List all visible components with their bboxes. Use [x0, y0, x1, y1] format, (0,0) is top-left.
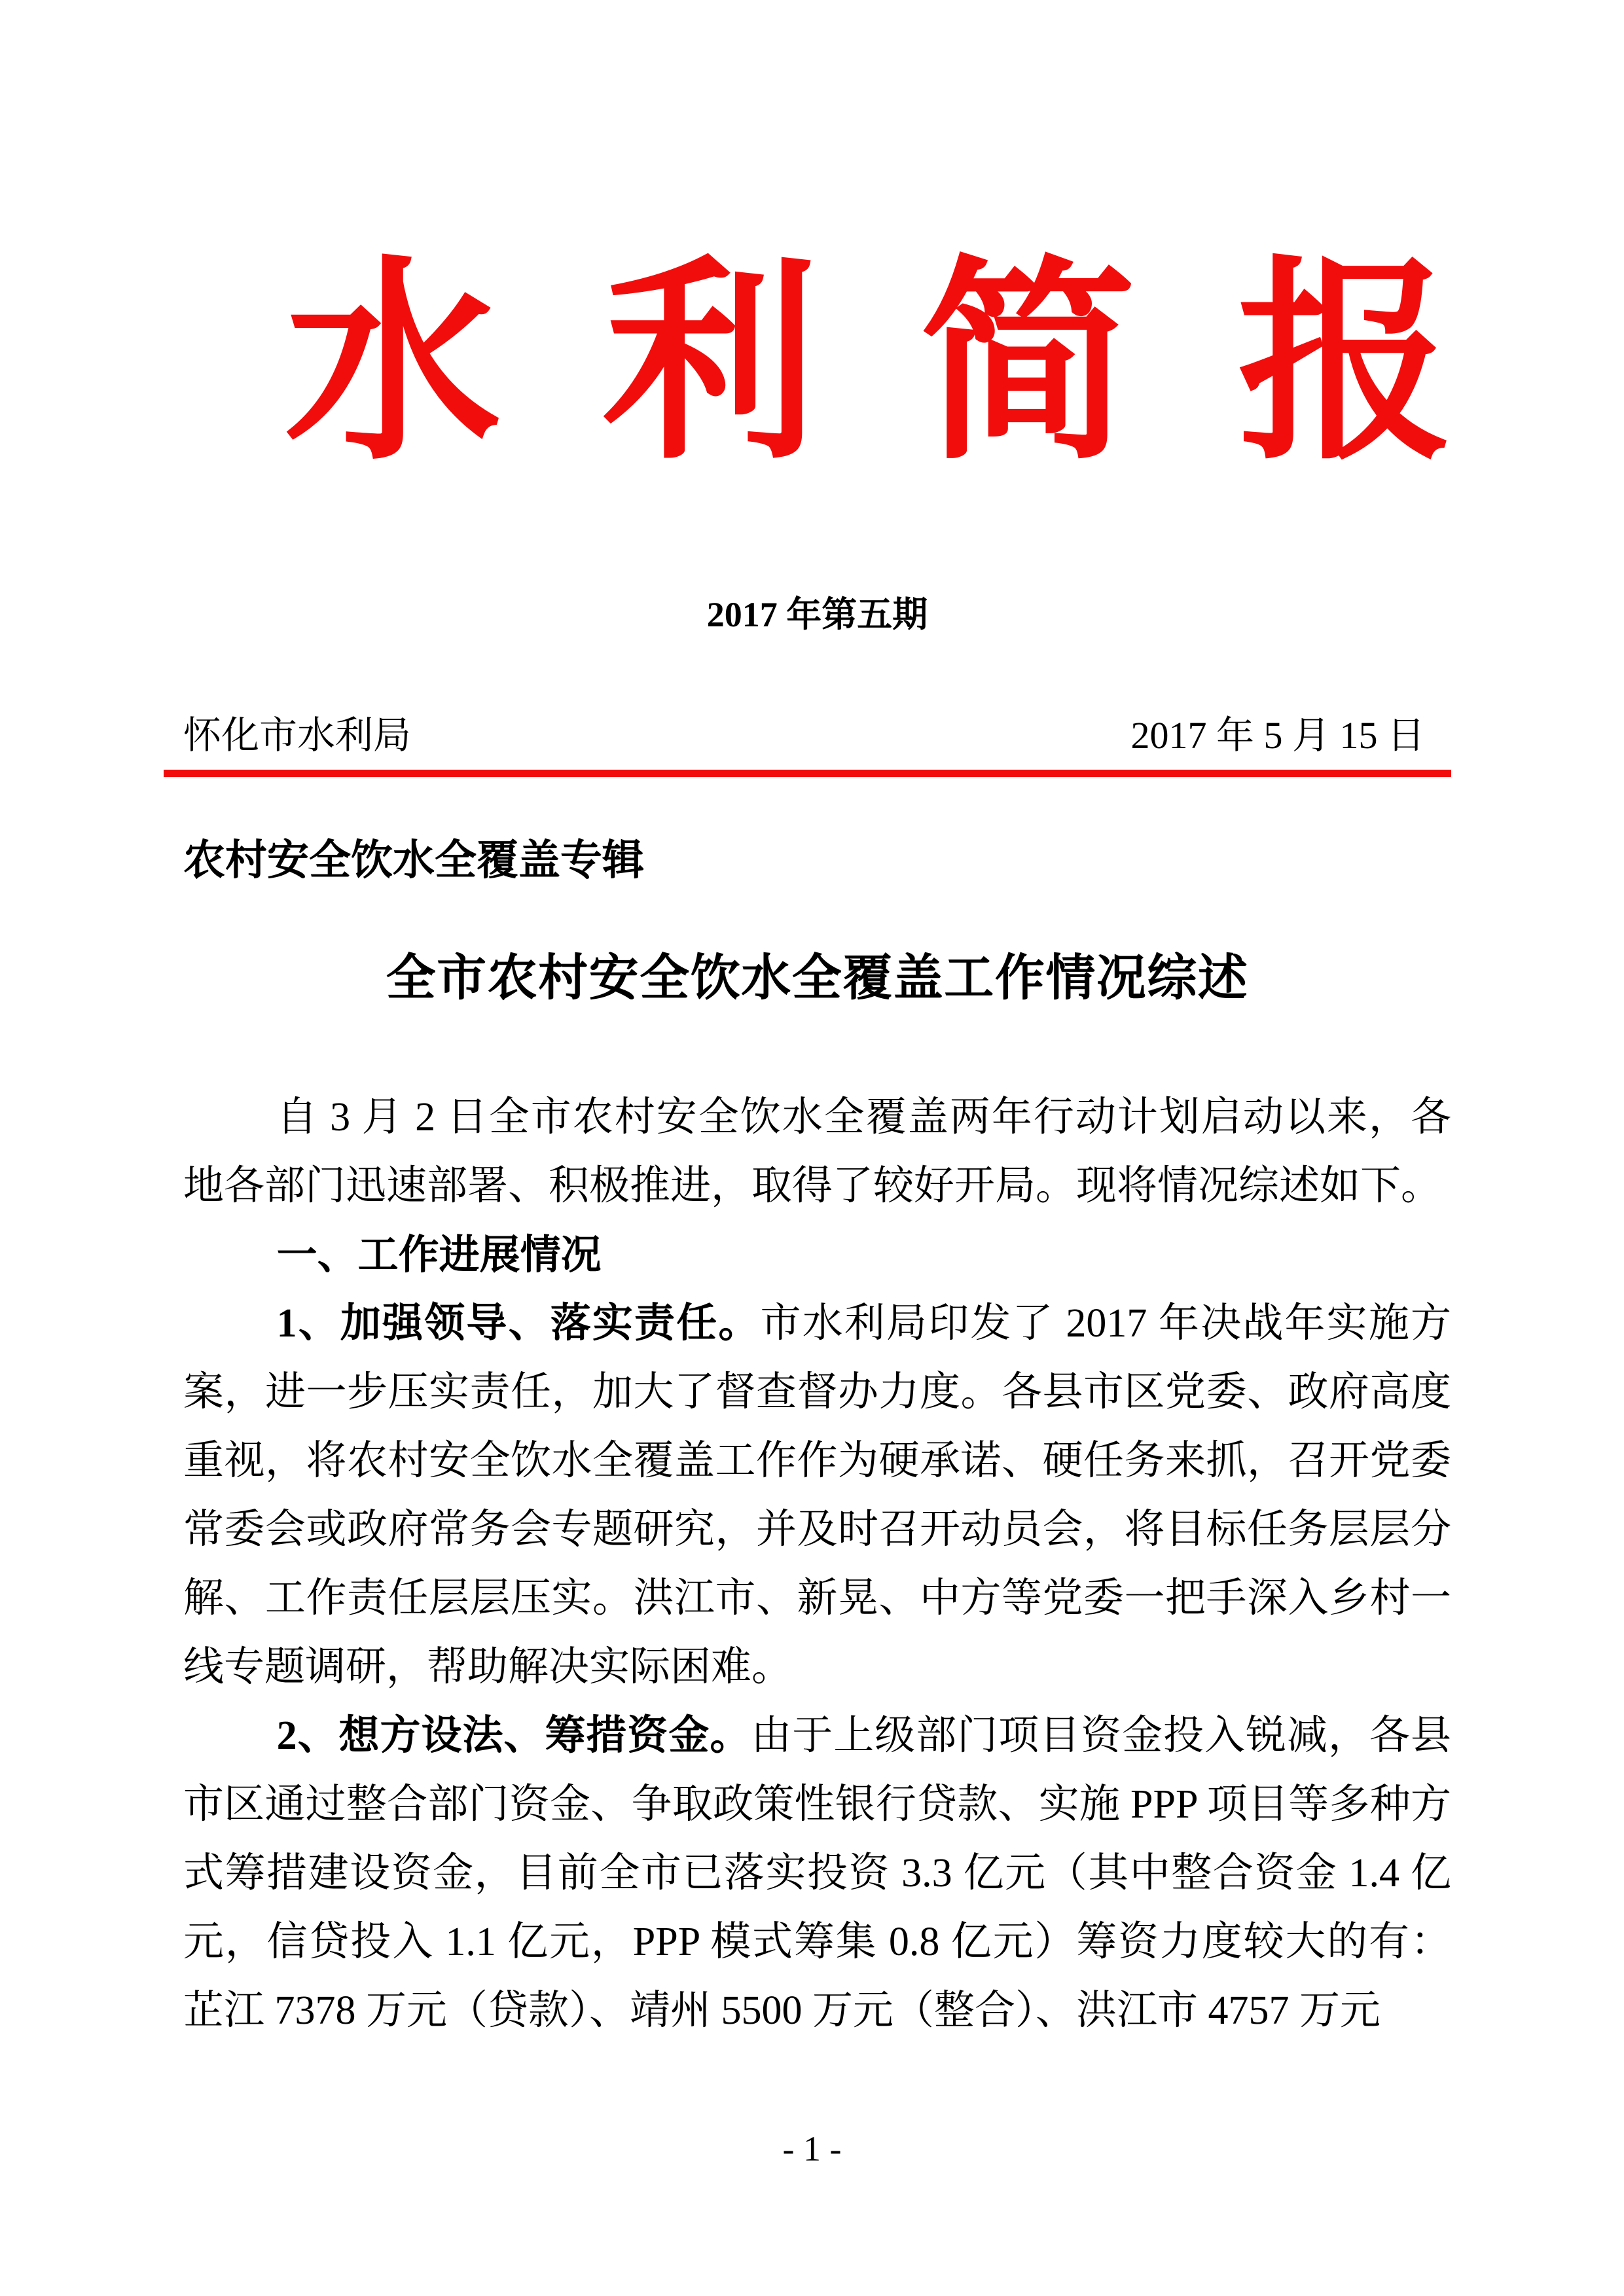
item-1-text: 市水利局印发了 2017 年决战年实施方案，进一步压实责任，加大了督查督办力度。各县市区党委、政府高度重视，将农村安全饮水全覆盖工作作为硬承诺、硬任务来抓，召开党委常委会或政府常务会专题研究，并及时召开动员会，将目标任务层层分解、工作责任层层压实。洪江市、新晃、中方等党委一把手深入乡村一线专题调研，帮助解决实际困难。 [183, 1301, 1451, 1689]
publisher-name: 怀化市水利局 [183, 714, 412, 757]
section-heading-1: 一、工作进展情况 [276, 1232, 602, 1278]
album-heading: 农村安全饮水全覆盖专辑 [183, 837, 644, 884]
paragraph-item-2 [183, 1702, 1451, 2045]
paragraph-intro: 自 3 月 2 日全市农村安全饮水全覆盖两年行动计划启动以来，各地各部门迅速部署、积极推进，取得了较好开局。现将情况综述如下。 [183, 1095, 1451, 1208]
article-title: 全市农村安全饮水全覆盖工作情况综述 [386, 951, 1249, 1006]
publisher-date-row [183, 715, 1451, 757]
item-1-lead: 1、加强领导、落实责任。 [276, 1301, 761, 1346]
red-divider-rule [164, 770, 1451, 777]
item-2-lead: 2、想方设法、筹措资金。 [276, 1713, 751, 1758]
publication-date: 2017 年 5 月 15 日 [1130, 714, 1425, 757]
bulletin-masthead: 水利简报 [285, 246, 1555, 485]
paragraph-item-1 [183, 1289, 1451, 1702]
issue-number: 2017 年第五期 [706, 595, 928, 634]
item-2-text: 由于上级部门项目资金投入锐减，各县市区通过整合部门资金、争取政策性银行贷款、实施 PPP 项目等多种方式筹措建设资金，目前全市已落实投资 3.3 亿元（其中整合资金 1.4 亿元，信贷投入 1.1 亿元，PPP 模式筹集 0.8 亿元）筹资力度较大的有：芷江 7378 万元（贷款）、靖州 5500 万元（整合）、洪江市 4757 万元 [183, 1713, 1451, 2033]
page-number: - 1 - [782, 2129, 842, 2168]
